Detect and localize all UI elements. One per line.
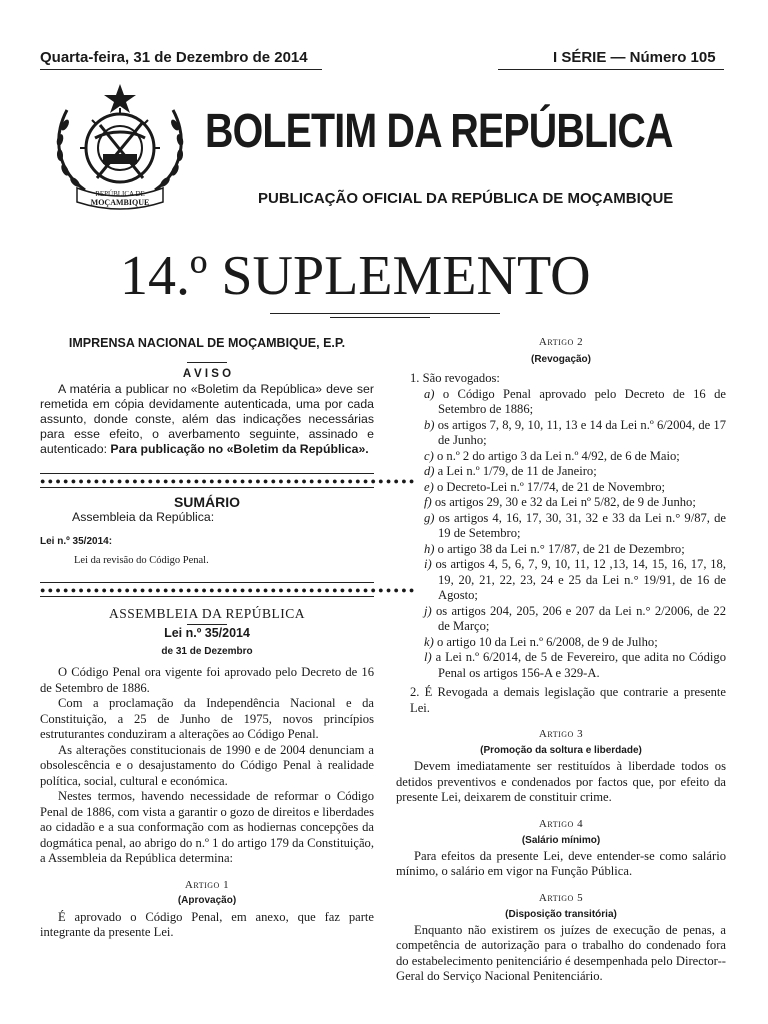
- divider: [40, 582, 374, 583]
- divider: [40, 596, 374, 597]
- issue-series-number: I SÉRIE — Número 105: [553, 49, 716, 66]
- law-date: de 31 de Dezembro: [161, 646, 253, 657]
- preamble-paragraph: O Código Penal ora vigente foi aprovado pelo Decreto de 16 de Setembro de 1886.: [40, 665, 374, 695]
- emblem-text-line2: MOÇAMBIQUE: [90, 198, 150, 207]
- assembleia-title: ASSEMBLEIA DA REPÚBLICA: [108, 606, 306, 621]
- sumario-law-description: Lei da revisão do Código Penal.: [74, 555, 209, 566]
- masthead-subtitle: PUBLICAÇÃO OFICIAL DA REPÚBLICA DE MOÇAMBIQUE: [258, 190, 674, 207]
- artigo2-title: Artigo 2: [538, 336, 584, 348]
- preamble-paragraph: As alterações constitucionais de 1990 e de 2004 denunciam a obsolescência e o desajustamento do Código Penal à realidade política, social, cultural e económica.: [40, 742, 374, 788]
- aviso-title: A V I S O: [182, 368, 232, 380]
- list-item: k) o artigo 10 da Lei n.º 6/2008, de 9 de Julho;: [424, 634, 658, 649]
- artigo1-title: Artigo 1: [184, 878, 230, 891]
- divider: [40, 69, 322, 70]
- list-item: l) a Lei n.º 6/2014, de 5 de Fevereiro, que adita no Código Penal os artigos 156-A e 329-A.: [424, 650, 726, 680]
- list-item: d) a Lei n.º 1/79, de 11 de Janeiro;: [424, 464, 597, 478]
- list-item: c) o n.º 2 do artigo 3 da Lei n.º 4/92, de 6 de Maio;: [424, 448, 680, 463]
- emblem-text-line1: REPÚBLICA DE: [95, 190, 145, 198]
- artigo1-subtitle: (Aprovação): [177, 894, 237, 906]
- mozambique-emblem-icon: [45, 80, 195, 212]
- list-item: e) o Decreto-Lei n.º 17/74, de 21 de Novembro;: [424, 479, 666, 494]
- law-title: Lei n.º 35/2014: [164, 626, 250, 640]
- artigo2-item2: 2. É Revogada a demais legislação que contrarie a presente Lei.: [410, 685, 726, 715]
- artigo4-text: Para efeitos da presente Lei, deve entender-se como salário mínimo, o salário em vigor na Função Pública.: [396, 848, 726, 878]
- list-item: f) os artigos 29, 30 e 32 da Lei nº 5/82, de 9 de Junho;: [424, 495, 696, 509]
- artigo1-text: É aprovado o Código Penal, em anexo, que faz parte integrante da presente Lei.: [40, 909, 374, 939]
- sumario-law-number: Lei n.º 35/2014:: [40, 536, 113, 547]
- artigo4-title: Artigo 4: [538, 817, 584, 830]
- supplement-title: 14.º SUPLEMENTO: [120, 245, 591, 307]
- revocation-list: [396, 387, 726, 682]
- divider: [330, 317, 430, 318]
- sumario-title: SUMÁRIO: [173, 494, 241, 510]
- right-column: [396, 332, 726, 985]
- preamble-paragraph: Nestes termos, havendo necessidade de reformar o Código Penal de 1886, com vista a garantir o gozo de direitos e liberdades ao cidadão e a sua conformação com as hodiernas concepções da dogmática penal, ao abrigo do n.º 1 do artigo 179 da Constituição, a Assembleia da República determina:: [40, 789, 374, 865]
- left-column: [40, 332, 415, 941]
- artigo5-title: Artigo 5: [538, 891, 584, 904]
- preamble-paragraph: Com a proclamação da Independência Nacional e da Constituição, a 25 de Junho de 1975, novos princípios estruturantes conduziram a alterações ao Código Penal.: [40, 696, 374, 741]
- divider: [270, 313, 500, 314]
- list-item: h) o artigo 38 da Lei n.° 17/87, de 21 de Dezembro;: [424, 541, 685, 556]
- list-item: a) o Código Penal aprovado pelo Decreto de 16 de Setembro de 1886;: [424, 386, 726, 416]
- artigo3-title: Artigo 3: [538, 728, 584, 740]
- sumario-organization: Assembleia da República:: [72, 510, 215, 524]
- aviso-text: A matéria a publicar no «Boletim da República» deve ser remetida em cópia devidamente autenticada, uma por cada assunto, donde conste, além das indicações necessárias para esse efeito, o averbamento seguinte, assinado e autenticado: Para publicação no «Boletim da República».: [40, 382, 374, 456]
- dotted-divider: ● ● ● ● ● ● ● ● ● ● ● ● ● ● ● ● ● ● ● ● ● ● ● ● ● ● ● ● ● ● ● ● ● ● ● ● ● ● ● ● ● ● ● ● ● ● ● ● ●: [40, 476, 415, 486]
- divider: [40, 487, 374, 488]
- law-preamble: [40, 665, 374, 867]
- artigo3-subtitle: (Promoção da soltura e liberdade): [480, 745, 642, 756]
- artigo2-subtitle: (Revogação): [530, 354, 591, 365]
- publisher-name: IMPRENSA NACIONAL DE MOÇAMBIQUE, E.P.: [68, 336, 346, 350]
- artigo4-subtitle: (Salário mínimo): [521, 834, 601, 846]
- artigo5-subtitle: (Disposição transitória): [505, 908, 617, 920]
- divider: [187, 624, 227, 625]
- artigo3-text: Devem imediatamente ser restituídos à liberdade todos os detidos preventivos e condenados por factos que, por efeito da presente Lei, deixarem de constituir crime.: [396, 759, 726, 804]
- issue-date: Quarta-feira, 31 de Dezembro de 2014: [40, 49, 308, 66]
- artigo2-intro: 1. São revogados:: [410, 371, 500, 385]
- masthead-title: BOLETIM DA REPÚBLICA: [205, 105, 673, 158]
- list-item: i) os artigos 4, 5, 6, 7, 9, 10, 11, 12 ,13, 14, 15, 16, 17, 18, 19, 20, 21, 22, 23, 24 e 25 da Lei n.° 19/91, de 16 de Agosto;: [424, 557, 726, 602]
- list-item: j) os artigos 204, 205, 206 e 207 da Lei n.° 2/2006, de 22 de Março;: [424, 603, 726, 633]
- divider: [187, 362, 227, 363]
- list-item: b) os artigos 7, 8, 9, 10, 11, 13 e 14 da Lei n.º 6/2004, de 17 de Junho;: [424, 417, 726, 447]
- list-item: g) os artigos 4, 16, 17, 30, 31, 32 e 33 da Lei n.° 9/87, de 19 de Setembro;: [424, 510, 726, 540]
- dotted-divider: ● ● ● ● ● ● ● ● ● ● ● ● ● ● ● ● ● ● ● ● ● ● ● ● ● ● ● ● ● ● ● ● ● ● ● ● ● ● ● ● ● ● ● ● ● ● ● ● ●: [40, 585, 415, 595]
- divider: [40, 473, 374, 474]
- artigo5-text: Enquanto não existirem os juízes de execução de penas, a competência de autorização para o trabalho do condenado fora do estabelecimento penitenciário é desempenhada pelo Director--Geral do Serviço Nacional Penitenciário.: [396, 922, 726, 983]
- divider: [498, 69, 724, 70]
